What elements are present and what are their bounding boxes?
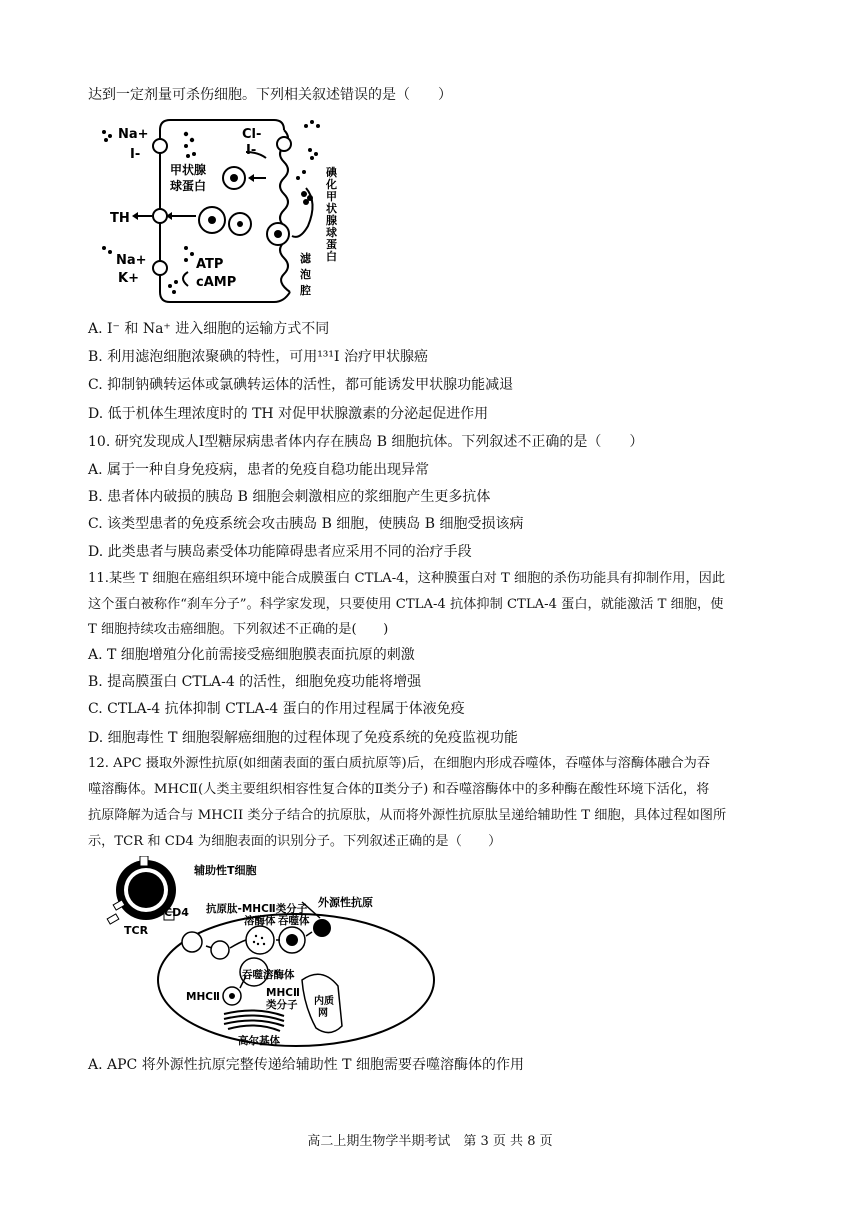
q9-option-c: C. 抑制钠碘转运体或氯碘转运体的活性，都可能诱发甲状腺功能减退	[88, 377, 514, 393]
label-camp: cAMP	[196, 275, 237, 290]
q11-stem-2: 这个蛋白被称作“刹车分子”。科学家发现，只要使用 CTLA-4 抗体抑制 CTLA-4 蛋白，就能激活 T 细胞，使	[88, 597, 724, 612]
label-peptide-mhc: 抗原肽-MHCⅡ类分子	[206, 903, 308, 915]
thyroid-follicle-figure	[96, 112, 346, 308]
label-er-2: 网	[318, 1008, 328, 1019]
label-iodinated-8: 白	[326, 250, 337, 263]
label-iodinated-6: 球	[326, 226, 337, 239]
q11-stem-3: T 细胞持续攻击癌细胞。下列叙述不正确的是( )	[88, 622, 389, 637]
label-lumen-1: 滤	[300, 252, 311, 265]
q12-stem-3: 抗原降解为适合与 MHCII 类分子结合的抗原肽，从而将外源性抗原肽呈递给辅助性 T 细胞，具体过程如图所	[88, 808, 727, 823]
label-na-bottom: Na+	[116, 253, 147, 268]
label-iodinated-1: 碘	[326, 166, 337, 179]
label-golgi: 高尔基体	[238, 1035, 280, 1047]
q12-stem-1: 12. APC 摄取外源性抗原(如细菌表面的蛋白质抗原等)后，在细胞内形成吞噬体，吞噬体与溶酶体融合为吞	[88, 756, 711, 771]
label-helper-t: 辅助性T细胞	[194, 864, 257, 877]
q9-option-d: D. 低于机体生理浓度时的 TH 对促甲状腺激素的分泌起促进作用	[88, 406, 489, 422]
q10-stem: 10. 研究发现成人Ⅰ型糖尿病患者体内存在胰岛 B 细胞抗体。下列叙述不正确的是（ ）	[88, 434, 644, 450]
label-th: TH	[110, 211, 130, 226]
page-footer: 高二上期生物学半期考试 第 3 页 共 8 页	[307, 1134, 553, 1149]
q10-option-c: C. 该类型患者的免疫系统会攻击胰岛 B 细胞，使胰岛 B 细胞受损该病	[88, 516, 524, 532]
q10-option-b: B. 患者体内破损的胰岛 B 细胞会刺激相应的浆细胞产生更多抗体	[88, 489, 491, 505]
q12-option-a: A. APC 将外源性抗原完整传递给辅助性 T 细胞需要吞噬溶酶体的作用	[88, 1057, 524, 1073]
q9-option-b: B. 利用滤泡细胞浓聚碘的特性，可用¹³¹I 治疗甲状腺癌	[88, 349, 429, 365]
q9-option-a: A. I⁻ 和 Na⁺ 进入细胞的运输方式不同	[88, 321, 330, 337]
q11-stem-1: 11.某些 T 细胞在癌组织环境中能合成膜蛋白 CTLA-4，这种膜蛋白对 T 细胞的杀伤功能具有抑制作用，因此	[88, 571, 726, 586]
label-iodinated-7: 蛋	[326, 238, 337, 251]
label-exogenous-antigen: 外源性抗原	[318, 896, 373, 909]
label-thyroglobulin-2: 球蛋白	[170, 179, 207, 193]
label-phagolysosome: 吞噬溶酶体	[242, 969, 295, 981]
label-i-top-left: I-	[130, 147, 141, 162]
label-mhc2-class-1: MHCⅡ	[266, 987, 300, 999]
label-iodinated-4: 状	[326, 202, 337, 215]
label-lysosome: 溶酶体	[244, 915, 276, 927]
q10-option-d: D. 此类患者与胰岛素受体功能障碍患者应采用不同的治疗手段	[88, 544, 472, 560]
q10-option-a: A. 属于一种自身免疫病，患者的免疫自稳功能出现异常	[88, 462, 430, 478]
label-lumen-2: 泡	[300, 268, 311, 281]
apc-antigen-presentation-figure	[106, 856, 436, 1048]
label-atp: ATP	[196, 257, 224, 272]
label-mhc2-left: MHCⅡ	[186, 991, 220, 1003]
label-iodinated-5: 腺	[326, 214, 337, 227]
label-iodinated-3: 甲	[326, 190, 337, 203]
label-cl: Cl-	[242, 127, 262, 142]
label-i-top-right: I-	[246, 143, 257, 158]
label-lumen-3: 腔	[300, 284, 311, 297]
label-mhc2-class-2: 类分子	[266, 999, 298, 1011]
q11-option-a: A. T 细胞增殖分化前需接受癌细胞膜表面抗原的刺激	[88, 647, 415, 663]
label-tcr: TCR	[124, 924, 149, 937]
label-na-top: Na+	[118, 127, 149, 142]
question-intro: 达到一定剂量可杀伤细胞。下列相关叙述错误的是（ ）	[88, 87, 452, 103]
label-er-1: 内质	[314, 996, 334, 1007]
label-k: K+	[118, 271, 139, 286]
q11-option-d: D. 细胞毒性 T 细胞裂解癌细胞的过程体现了免疫系统的免疫监视功能	[88, 730, 518, 746]
q12-stem-4: 示，TCR 和 CD4 为细胞表面的识别分子。下列叙述正确的是（ ）	[88, 834, 502, 849]
label-phagosome: 吞噬体	[278, 915, 310, 927]
q11-option-b: B. 提高膜蛋白 CTLA-4 的活性，细胞免疫功能将增强	[88, 674, 422, 690]
label-cd4: CD4	[164, 906, 189, 919]
q11-option-c: C. CTLA-4 抗体抑制 CTLA-4 蛋白的作用过程属于体液免疫	[88, 701, 465, 717]
q12-stem-2: 噬溶酶体。MHCⅡ(人类主要组织相容性复合体的Ⅱ类分子) 和吞噬溶酶体中的多种酶在酸性环境下活化，将	[88, 782, 710, 797]
label-thyroglobulin-1: 甲状腺	[170, 163, 207, 177]
label-iodinated-2: 化	[326, 178, 337, 191]
